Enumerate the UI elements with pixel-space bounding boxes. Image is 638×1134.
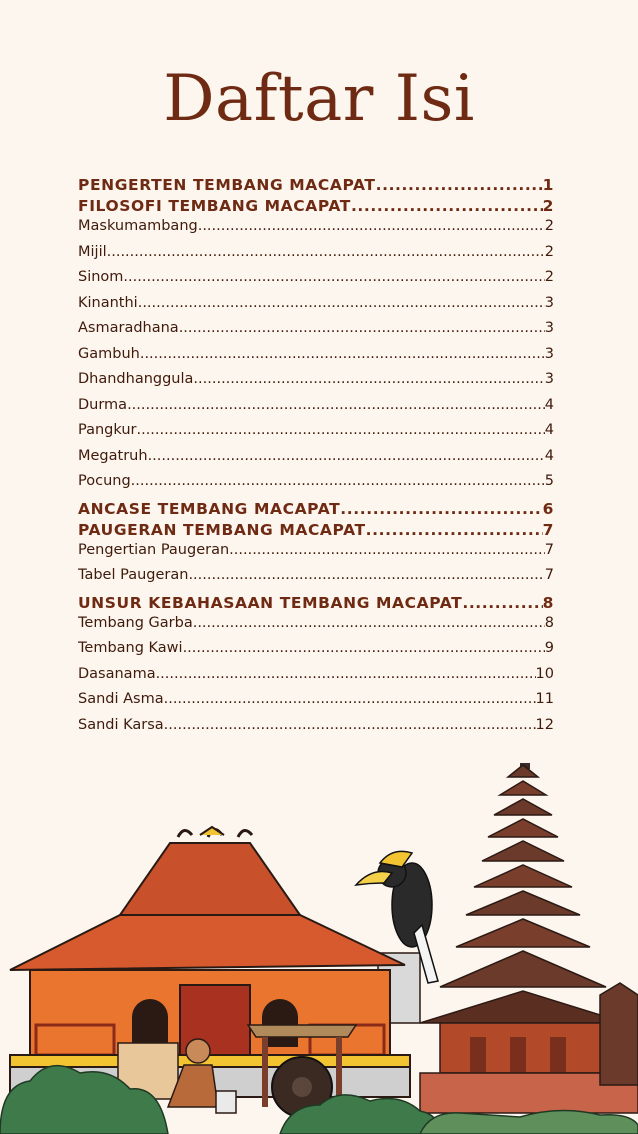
toc-entry-label: Pangkur [78,422,137,438]
toc-dot-leader [148,448,545,464]
toc-page-number: 7 [544,541,554,558]
toc-subsection-entry [78,666,554,692]
toc-page-number: 4 [544,447,554,464]
toc-dot-leader [131,473,545,489]
toc-page-number: 3 [544,345,554,362]
toc-subsection-entry [78,567,554,593]
toc-dot-leader [140,346,545,362]
toc-section-entry [78,176,554,197]
toc-entry-label: UNSUR KEBAHASAAN TEMBANG MACAPAT [78,593,463,612]
toc-page-number: 11 [535,691,554,707]
toc-subsection-entry [78,371,554,397]
toc-subsection-entry [78,295,554,321]
toc-page-number: 1 [542,176,554,194]
toc-entry-label: PENGERTEN TEMBANG MACAPAT [78,176,376,194]
page-title: Daftar Isi [163,62,475,136]
toc-entry-label: Tembang Garba [78,614,193,631]
toc-page-number: 8 [542,593,554,612]
toc-entry-label: Sandi Karsa [78,716,164,733]
pagoda-temple-icon [420,763,638,1113]
toc-entry-label: FILOSOFI TEMBANG MACAPAT [78,197,351,215]
toc-entry-label: Dhandhanggula [78,371,194,387]
toc-dot-leader [164,691,536,707]
toc-page-number: 9 [544,640,554,656]
toc-dot-leader [188,567,544,583]
toc-section-entry [78,521,554,542]
toc-dot-leader [156,666,536,682]
toc-dot-leader [198,218,545,234]
toc-page-number: 10 [535,665,554,682]
toc-page-number: 2 [544,218,554,234]
toc-subsection-entry [78,269,554,295]
toc-page-number: 4 [544,422,554,438]
toc-subsection-entry [78,218,554,244]
toc-entry-label: Gambuh [78,345,140,362]
toc-dot-leader [179,320,545,336]
toc-page-number: 4 [544,396,554,413]
toc-page-number: 3 [544,320,554,336]
toc-subsection-entry [78,320,554,346]
toc-entry-label: Kinanthi [78,294,138,311]
toc-entry-label: Megatruh [78,447,148,464]
toc-page-number: 3 [544,371,554,387]
toc-subsection-entry [78,397,554,423]
table-of-contents [78,176,554,742]
toc-dot-leader [462,594,542,612]
toc-page-number: 2 [542,197,554,215]
toc-subsection-entry [78,473,554,499]
toc-page-number: 7 [544,567,554,583]
toc-dot-leader [164,717,536,733]
toc-subsection-entry [78,448,554,474]
toc-entry-label: Asmaradhana [78,320,179,336]
toc-subsection-entry [78,717,554,743]
toc-entry-label: ANCASE TEMBANG MACAPAT [78,499,341,518]
toc-page-number: 6 [542,499,554,518]
toc-section-entry [78,197,554,218]
toc-dot-leader [138,295,545,311]
toc-dot-leader [193,371,544,387]
javanese-cultural-illustration [0,755,638,1134]
toc-entry-label: Sinom [78,269,124,285]
toc-dot-leader [376,176,543,194]
toc-page-number: 7 [542,520,554,539]
toc-dot-leader [229,542,545,558]
toc-entry-label: PAUGERAN TEMBANG MACAPAT [78,520,366,539]
toc-entry-label: Pocung [78,473,131,489]
toc-section-entry [78,500,554,521]
toc-page-number: 2 [544,269,554,285]
toc-entry-label: Sandi Asma [78,691,164,707]
toc-page-number: 2 [544,243,554,260]
toc-subsection-entry [78,615,554,641]
toc-section-entry [78,594,554,615]
toc-entry-label: Dasanama [78,665,156,682]
toc-entry-label: Pengertian Paugeran [78,541,230,558]
toc-page-number: 8 [544,614,554,631]
toc-subsection-entry [78,640,554,666]
toc-subsection-entry [78,244,554,270]
joglo-house-icon [10,827,410,1097]
toc-page-number: 3 [544,294,554,311]
toc-page-number: 5 [544,473,554,489]
toc-entry-label: Mijil [78,243,107,260]
toc-dot-leader [340,500,542,518]
toc-subsection-entry [78,346,554,372]
toc-dot-leader [127,397,545,413]
toc-dot-leader [351,197,543,215]
toc-dot-leader [183,640,545,656]
toc-dot-leader [136,422,544,438]
toc-subsection-entry [78,422,554,448]
toc-entry-label: Durma [78,396,128,413]
toc-entry-label: Maskumambang [78,218,198,234]
toc-subsection-entry [78,542,554,568]
toc-entry-label: Tembang Kawi [78,640,183,656]
toc-dot-leader [107,244,545,260]
toc-subsection-entry [78,691,554,717]
toc-dot-leader [193,615,545,631]
toc-dot-leader [123,269,544,285]
toc-entry-label: Tabel Paugeran [78,567,189,583]
toc-dot-leader [366,521,543,539]
toc-page-number: 12 [535,716,554,733]
